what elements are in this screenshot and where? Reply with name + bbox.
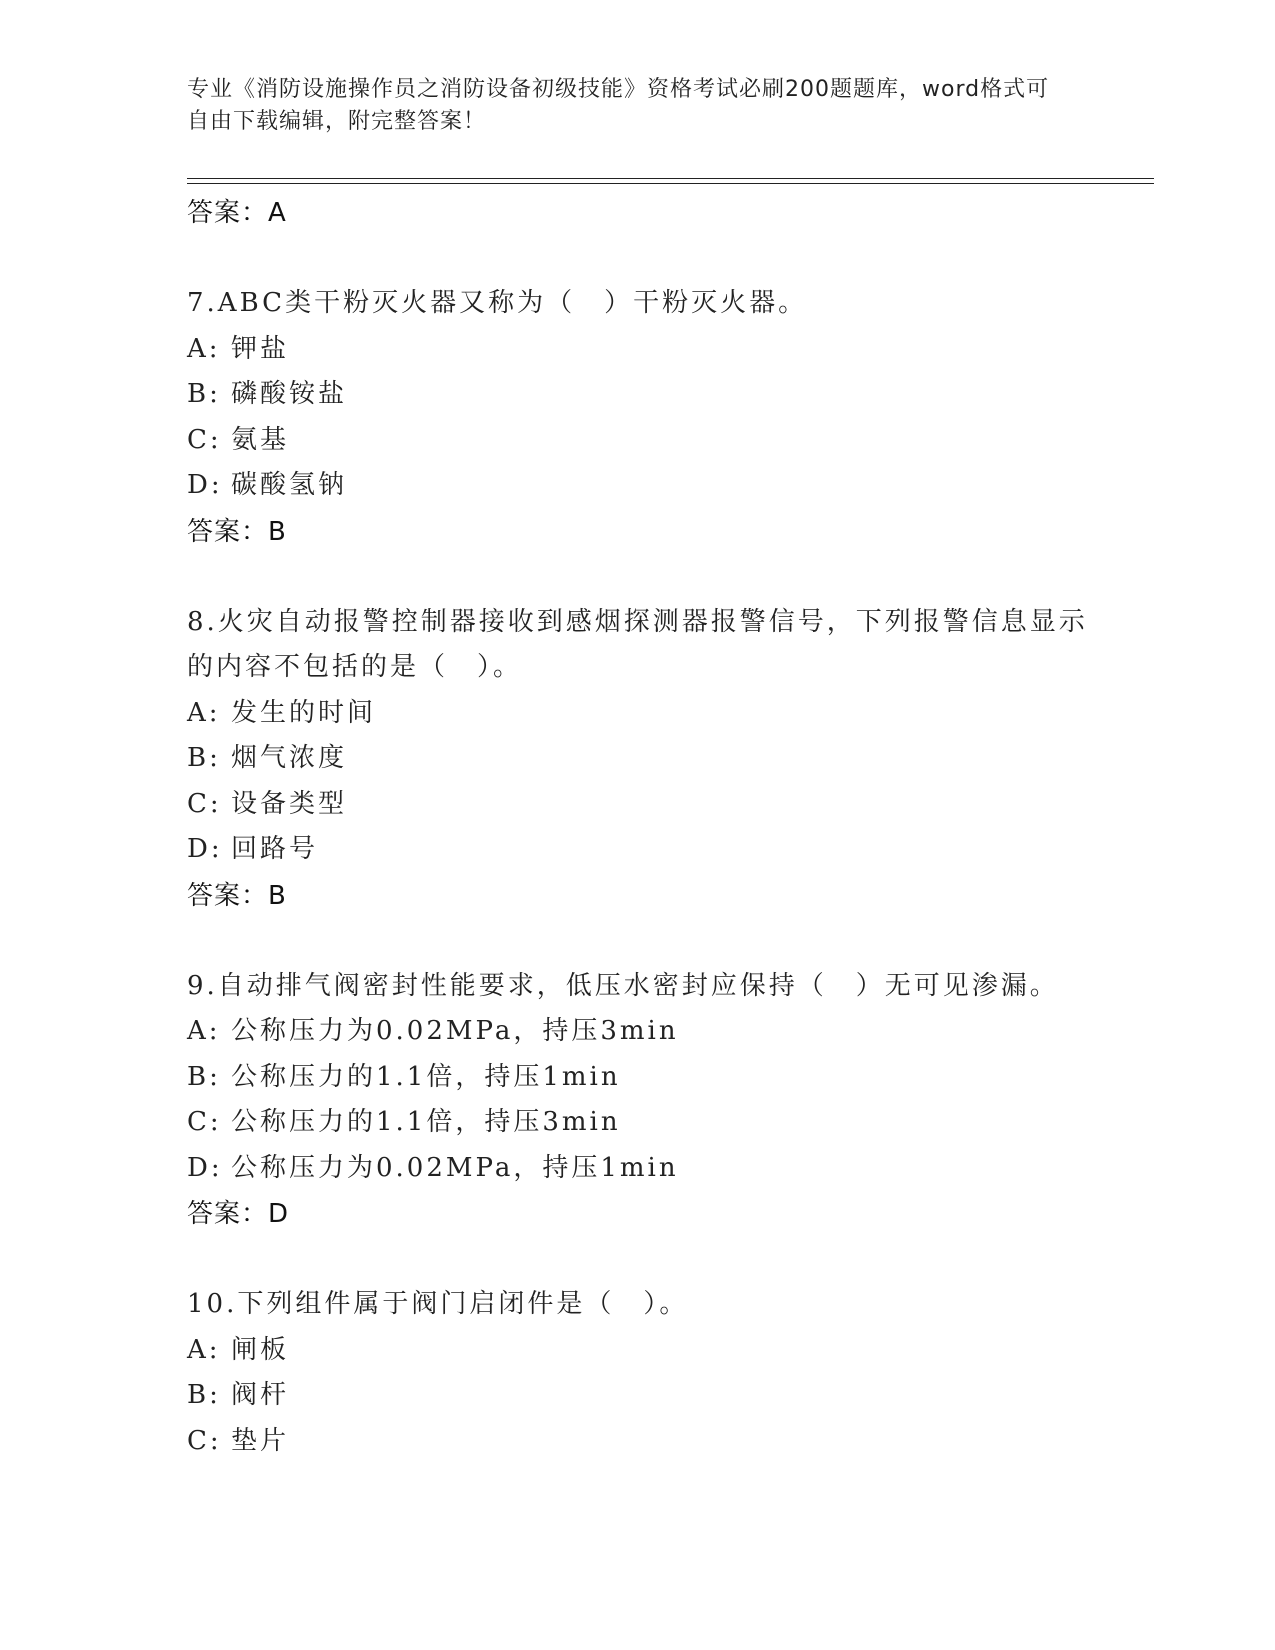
option-a: [187, 1328, 1107, 1374]
option-text: 公称压力为0.02MPa，持压1min: [231, 1152, 679, 1183]
question-stem: 7.ABC类干粉灭火器又称为（ ）干粉灭火器。: [187, 288, 808, 318]
question-item: [187, 964, 1107, 1238]
option-text: 公称压力的1.1倍，持压1min: [231, 1061, 621, 1092]
option-a: [187, 327, 1107, 373]
option-letter: A:: [187, 1334, 221, 1365]
option-c: [187, 782, 1107, 828]
option-letter: B:: [187, 379, 221, 409]
question-stem: 8.火灾自动报警控制器接收到感烟探测器报警信号，下列报警信息显示的内容不包括的是（ ）。: [187, 606, 1088, 682]
option-text: 公称压力为0.02MPa，持压3min: [231, 1016, 679, 1046]
answer-line: 答案：B: [187, 516, 287, 547]
option-c: [187, 1100, 1107, 1146]
option-letter: A:: [187, 1016, 221, 1046]
option-letter: D:: [187, 470, 223, 500]
option-text: 闸板: [231, 1334, 290, 1365]
option-letter: B:: [187, 1380, 221, 1410]
option-b: [187, 1373, 1107, 1419]
option-d: [187, 1146, 1107, 1192]
option-text: 钾盐: [231, 333, 290, 364]
option-b: [187, 736, 1107, 782]
option-letter: D:: [187, 1152, 223, 1183]
option-text: 设备类型: [231, 788, 348, 819]
page-header: 专业《消防设施操作员之消防设备初级技能》资格考试必刷200题题库，word格式可自由下载编辑，附完整答案！: [187, 77, 1050, 134]
option-text: 发生的时间: [231, 697, 377, 728]
option-letter: D:: [187, 834, 223, 864]
option-text: 垫片: [231, 1425, 290, 1456]
option-a: [187, 691, 1107, 737]
option-text: 公称压力的1.1倍，持压3min: [231, 1107, 621, 1137]
option-c: [187, 1419, 1107, 1465]
question-stem: 10.下列组件属于阀门启闭件是（ ）。: [187, 1289, 689, 1319]
option-text: 碳酸氢钠: [231, 470, 348, 500]
option-letter: C:: [187, 788, 222, 819]
question-item: [187, 281, 1107, 555]
option-text: 阀杆: [231, 1380, 290, 1410]
option-d: [187, 463, 1107, 509]
answer-line: 答案：D: [187, 1199, 290, 1229]
question-list: [187, 190, 1107, 1464]
question-item: [187, 600, 1107, 919]
option-d: [187, 827, 1107, 873]
option-c: [187, 418, 1107, 464]
option-a: [187, 1009, 1107, 1055]
header-rule-top: [187, 178, 1154, 179]
option-letter: B:: [187, 743, 221, 773]
option-b: [187, 372, 1107, 418]
option-letter: A:: [187, 333, 221, 364]
option-text: 回路号: [231, 834, 319, 864]
option-text: 磷酸铵盐: [231, 379, 348, 409]
option-b: [187, 1055, 1107, 1101]
option-letter: C:: [187, 424, 222, 455]
option-letter: C:: [187, 1425, 222, 1456]
option-letter: A:: [187, 697, 221, 728]
question-stem: 9.自动排气阀密封性能要求，低压水密封应保持（ ）无可见渗漏。: [187, 970, 1059, 1001]
answer-line: 答案：A: [187, 198, 287, 228]
option-letter: B:: [187, 1061, 221, 1092]
option-text: 氨基: [231, 424, 290, 455]
question-item: [187, 1282, 1107, 1464]
option-letter: C:: [187, 1107, 222, 1137]
header-rule-bottom: [187, 183, 1154, 184]
answer-line: 答案：B: [187, 880, 287, 911]
option-text: 烟气浓度: [231, 743, 348, 773]
